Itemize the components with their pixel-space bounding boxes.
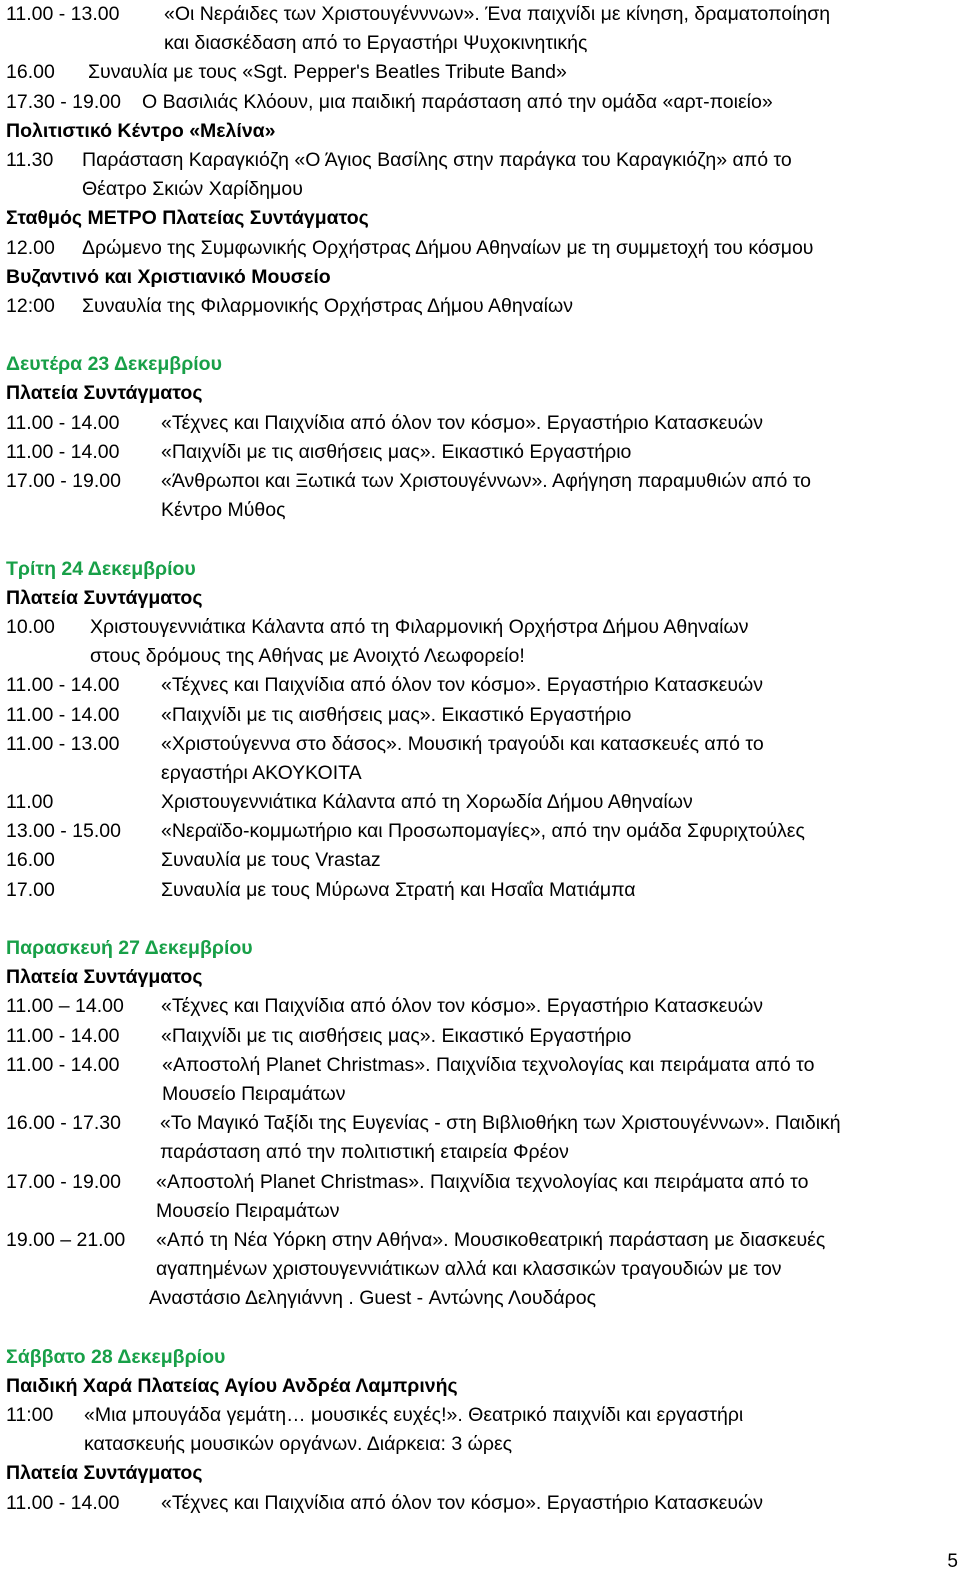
- event-row-continued: [6, 759, 954, 788]
- event-time: 16.00: [6, 61, 55, 84]
- event-row: [6, 1168, 954, 1197]
- event-row-continued: [6, 642, 954, 671]
- event-text: «Οι Νεράιδες των Χριστουγένννων». Ένα παιχνίδι με κίνηση, δραματοποίηση: [164, 3, 831, 25]
- event-text: «Παιχνίδι με τις αισθήσεις μας». Εικαστικό Εργαστήριο: [161, 703, 632, 726]
- event-time: 19.00 – 21.00: [6, 1228, 126, 1251]
- schedule-document: [6, 0, 954, 1518]
- event-row: [6, 817, 954, 846]
- event-row: [6, 292, 954, 321]
- event-text: Συναυλία με τους «Sgt. Pepper's Beatles Tribute Band»: [88, 61, 567, 84]
- event-row: [6, 467, 954, 496]
- event-row: [6, 788, 954, 817]
- event-text: «Άνθρωποι και Ξωτικά των Χριστουγέννων». Αφήγηση παραμυθιών από το: [161, 470, 811, 492]
- event-row-continued: [6, 1080, 954, 1109]
- event-time: 11.00: [6, 791, 54, 814]
- event-row: [6, 1489, 954, 1518]
- event-text: «Το Μαγικό Ταξίδι της Ευγενίας - στη Βιβλιοθήκη των Χριστουγέννων». Παιδική: [160, 1112, 841, 1135]
- event-row: [6, 234, 954, 263]
- event-text: Ο Βασιλιάς Κλόουν, μια παιδική παράσταση από την ομάδα «αρτ-ποιείο»: [142, 90, 773, 113]
- event-row: [6, 1109, 954, 1138]
- event-text: Μουσείο Πειραμάτων: [156, 1199, 340, 1222]
- event-time: 11.00 - 14.00: [6, 1024, 120, 1047]
- event-row: [6, 876, 954, 905]
- event-time: 11.00 - 14.00: [6, 1053, 120, 1076]
- event-row: [6, 1401, 954, 1430]
- event-row: [6, 671, 954, 700]
- page-number: 5: [947, 1551, 958, 1572]
- event-text: και διασκέδαση από το Εργαστήρι Ψυχοκινητικής: [164, 32, 588, 55]
- event-row: [6, 438, 954, 467]
- event-time: 16.00 - 17.30: [6, 1112, 121, 1135]
- event-text: «Τέχνες και Παιχνίδια από όλον τον κόσμο». Εργαστήριο Κατασκευών: [161, 995, 763, 1018]
- event-time: 17.00: [6, 878, 55, 901]
- event-text: Παράσταση Καραγκιόζη «Ο Άγιος Βασίλης στην παράγκα του Καραγκιόζη» από το: [82, 148, 792, 171]
- event-text: «Τέχνες και Παιχνίδια από όλον τον κόσμο». Εργαστήριο Κατασκευών: [161, 674, 763, 697]
- event-time: 12.00: [6, 236, 55, 259]
- event-row: [6, 1226, 954, 1255]
- event-text: Συναυλία της Φιλαρμονικής Ορχήστρας Δήμου Αθηναίων: [82, 294, 573, 317]
- event-row: [6, 613, 954, 642]
- event-text: Δρώμενο της Συμφωνικής Ορχήστρας Δήμου Αθηναίων με τη συμμετοχή του κόσμου: [82, 236, 814, 259]
- event-text: Συναυλία με τους Μύρωνα Στρατή και Ησαΐα Ματιάμπα: [161, 878, 636, 901]
- event-row: [6, 1022, 954, 1051]
- event-time: 17.00 - 19.00: [6, 1170, 121, 1193]
- event-row: [6, 701, 954, 730]
- event-time: 12:00: [6, 294, 55, 317]
- day-heading: Τρίτη 24 Δεκεμβρίου: [6, 557, 196, 580]
- event-row: [6, 992, 954, 1021]
- event-text: «Μια μπουγάδα γεμάτη… μουσικές ευχές!». Θεατρικό παιχνίδι και εργαστήρι: [84, 1404, 744, 1426]
- event-row-continued: [6, 29, 954, 58]
- venue-heading: Πλατεία Συντάγματος: [6, 1462, 203, 1485]
- day-heading: Σάββατο 28 Δεκεμβρίου: [6, 1345, 226, 1368]
- event-time: 11.30: [6, 148, 54, 171]
- event-row-continued: [6, 1284, 954, 1313]
- event-text: Θέατρο Σκιών Χαρίδημου: [82, 178, 303, 201]
- event-row-continued: [6, 1197, 954, 1226]
- event-text: «Από τη Νέα Υόρκη στην Αθήνα». Μουσικοθεατρική παράσταση με διασκευές: [156, 1228, 826, 1251]
- event-time: 11.00 - 13.00: [6, 3, 120, 25]
- event-text: Κέντρο Μύθος: [161, 499, 286, 522]
- day-heading: Δευτέρα 23 Δεκεμβρίου: [6, 353, 222, 376]
- event-text: «Νεραϊδο-κομμωτήριο και Προσωπομαγίες», από την ομάδα Σφυριχτούλες: [161, 820, 805, 843]
- event-time: 10.00: [6, 615, 55, 638]
- event-text: «Χριστούγεννα στο δάσος». Μουσική τραγούδι και κατασκευές από το: [161, 732, 764, 755]
- event-time: 17.00 - 19.00: [6, 470, 121, 492]
- event-text: Μουσείο Πειραμάτων: [162, 1082, 346, 1105]
- event-row: [6, 409, 954, 438]
- event-time: 17.30 - 19.00: [6, 90, 121, 113]
- event-time: 11.00 - 14.00: [6, 703, 120, 726]
- event-row: [6, 1051, 954, 1080]
- event-text: αγαπημένων χριστουγεννιάτικων αλλά και κλασσικών τραγουδιών με τον: [156, 1258, 782, 1281]
- event-row: [6, 88, 954, 117]
- event-row-continued: [6, 175, 954, 204]
- event-time: 11.00 - 14.00: [6, 440, 120, 463]
- venue-heading: Πολιτιστικό Κέντρο «Μελίνα»: [6, 119, 276, 142]
- event-text: εργαστήρι ΑΚΟΥΚΟΙΤΑ: [161, 761, 362, 784]
- event-row-continued: [6, 496, 954, 525]
- event-text: «Τέχνες και Παιχνίδια από όλον τον κόσμο». Εργαστήριο Κατασκευών: [161, 411, 763, 434]
- event-time: 16.00: [6, 849, 55, 872]
- event-text: Συναυλία με τους Vrastaz: [161, 849, 381, 872]
- event-text: «Παιχνίδι με τις αισθήσεις μας». Εικαστικό Εργαστήριο: [161, 440, 632, 463]
- event-time: 11:00: [6, 1404, 54, 1426]
- venue-heading: Πλατεία Συντάγματος: [6, 382, 203, 405]
- event-text: «Τέχνες και Παιχνίδια από όλον τον κόσμο». Εργαστήριο Κατασκευών: [161, 1491, 763, 1514]
- venue-heading: Πλατεία Συντάγματος: [6, 586, 203, 609]
- event-row-continued: [6, 1430, 954, 1459]
- event-text: παράσταση από την πολιτιστική εταιρεία Φρέον: [160, 1141, 569, 1164]
- venue-heading: Παιδική Χαρά Πλατείας Αγίου Ανδρέα Λαμπρινής: [6, 1374, 458, 1397]
- event-text: κατασκευής μουσικών οργάνων. Διάρκεια: 3 ώρες: [84, 1433, 513, 1456]
- event-text: Χριστουγεννιάτικα Κάλαντα από τη Φιλαρμονική Ορχήστρα Δήμου Αθηναίων: [90, 615, 749, 638]
- venue-heading: Βυζαντινό και Χριστιανικό Μουσείο: [6, 265, 331, 288]
- venue-heading: Πλατεία Συντάγματος: [6, 966, 203, 989]
- day-heading: Παρασκευή 27 Δεκεμβρίου: [6, 937, 253, 959]
- event-time: 11.00 - 14.00: [6, 1491, 120, 1514]
- event-row: [6, 146, 954, 175]
- event-text: Αναστάσιο Δεληγιάννη . Guest - Αντώνης Λουδάρος: [149, 1287, 596, 1310]
- event-time: 11.00 - 14.00: [6, 674, 120, 697]
- event-time: 11.00 - 13.00: [6, 732, 120, 755]
- event-row-continued: [6, 1255, 954, 1284]
- event-text: «Αποστολή Planet Christmas». Παιχνίδια τεχνολογίας και πειράματα από το: [156, 1170, 809, 1193]
- event-time: 11.00 - 14.00: [6, 411, 120, 434]
- venue-heading: Σταθμός ΜΕΤΡΟ Πλατείας Συντάγματος: [6, 207, 369, 230]
- event-row-continued: [6, 1138, 954, 1167]
- event-text: «Παιχνίδι με τις αισθήσεις μας». Εικαστικό Εργαστήριο: [161, 1024, 632, 1047]
- event-time: 13.00 - 15.00: [6, 820, 121, 843]
- event-time: 11.00 – 14.00: [6, 995, 124, 1018]
- event-text: στους δρόμους της Αθήνας με Ανοιχτό Λεωφορείο!: [90, 645, 525, 668]
- event-row: [6, 730, 954, 759]
- event-row: [6, 58, 954, 87]
- event-row: [6, 846, 954, 875]
- event-text: «Αποστολή Planet Christmas». Παιχνίδια τεχνολογίας και πειράματα από το: [162, 1053, 815, 1076]
- event-text: Χριστουγεννιάτικα Κάλαντα από τη Χορωδία Δήμου Αθηναίων: [161, 791, 693, 814]
- event-row: [6, 0, 954, 29]
